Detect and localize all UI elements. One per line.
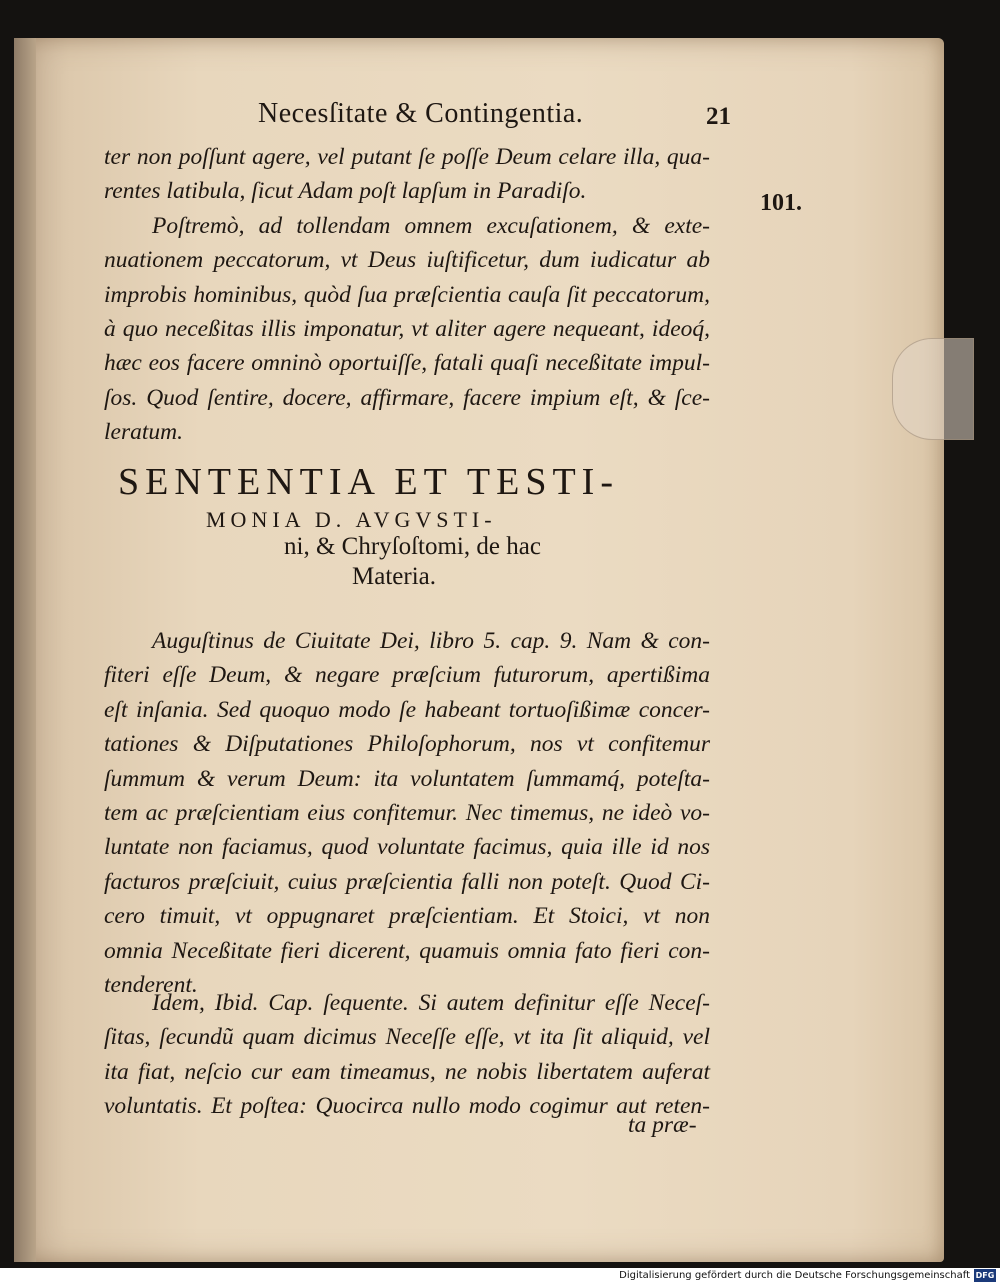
text-line: hæc eos facere omninò oportuiſſe, fatali quaſi neceßitate impul- — [104, 350, 710, 377]
text-line: ita fiat, neſcio cur eam timeamus, ne nobis libertatem auferat — [104, 1058, 710, 1085]
text-line: facturos præſciuit, cuius præſcientia falli non poteſt. Quod Ci- — [104, 868, 710, 895]
catchword: ta præ- — [628, 1112, 697, 1138]
text-line: Auguſtinus de Ciuitate Dei, libro 5. cap. 9. Nam & con- — [152, 628, 710, 654]
text-line: tationes & Diſputationes Philoſophorum, nos vt confitemur — [104, 731, 710, 758]
margin-note: 101. — [760, 190, 802, 216]
text-line: à quo neceßitas illis imponatur, vt aliter agere nequeant, ideoq́, — [104, 315, 710, 342]
text-line: luntate non faciamus, quod voluntate facimus, quia ille id nos — [104, 834, 710, 861]
footer-bar — [0, 1268, 1000, 1285]
paragraph-3 — [104, 986, 710, 1124]
section-heading: SENTENTIA ET TESTI- — [118, 461, 619, 503]
page-number: 21 — [706, 103, 731, 130]
running-title: Necesſitate & Contingentia. — [258, 98, 584, 129]
section-heading-line-3: ni, & Chryſoſtomi, de hac — [284, 533, 541, 560]
text-line: fiteri eſſe Deum, & negare præſcium futurorum, apertißima — [104, 662, 710, 689]
text-line: improbis hominibus, quòd ſua præſcientia cauſa ſit peccatorum, — [104, 281, 710, 308]
dfg-logo: DFG — [975, 1271, 995, 1280]
text-line: Poſtremò, ad tollendam omnem excuſationem, & exte- — [152, 212, 710, 239]
section-heading-line-4: Materia. — [352, 563, 436, 590]
text-line: ter non poſſunt agere, vel putant ſe poſſe Deum celare illa, qua- — [104, 144, 710, 170]
text-line: voluntatis. Et poſtea: Quocirca nullo modo cogimur aut reten- — [104, 1093, 710, 1120]
text-line: Idem, Ibid. Cap. ſequente. Si autem definitur eſſe Neceſ- — [152, 990, 710, 1016]
text-line: ſos. Quod ſentire, docere, affirmare, facere impium eſt, & ſce- — [104, 384, 710, 411]
page-gutter — [14, 38, 36, 1262]
text-line: leratum. — [104, 419, 183, 446]
section-heading-line-2: MONIA D. AVGVSTI- — [206, 507, 497, 532]
bleed-through-tab — [892, 338, 974, 440]
funding-credit: Digitalisierung gefördert durch die Deutsche Forschungsgemeinschaft — [619, 1270, 970, 1281]
text-line: ſummum & verum Deum: ita voluntatem ſummamq́, poteſta- — [104, 765, 710, 792]
text-line: tenderent. — [104, 971, 198, 998]
text-line: eſt inſania. Sed quoquo modo ſe habeant tortuoſißimæ concer- — [104, 696, 710, 723]
text-line: omnia Neceßitate fieri dicerent, quamuis omnia fato fieri con- — [104, 937, 710, 964]
text-line: rentes latibula, ſicut Adam poſt lapſum in Paradiſo. — [104, 178, 587, 205]
text-line: ſitas, ſecundũ quam dicimus Neceſſe eſſe, vt ita ſit aliquid, vel — [104, 1024, 710, 1051]
text-line: cero timuit, vt oppugnaret præſcientiam. Et Stoici, vt non — [104, 903, 710, 930]
paragraph-2 — [104, 624, 710, 1002]
text-line: tem ac præſcientiam eius confitemur. Nec timemus, ne ideò vo- — [104, 799, 710, 826]
text-line: nuationem peccatorum, vt Deus iuſtificetur, dum iudicatur ab — [104, 247, 710, 274]
paragraph-1 — [104, 140, 710, 450]
